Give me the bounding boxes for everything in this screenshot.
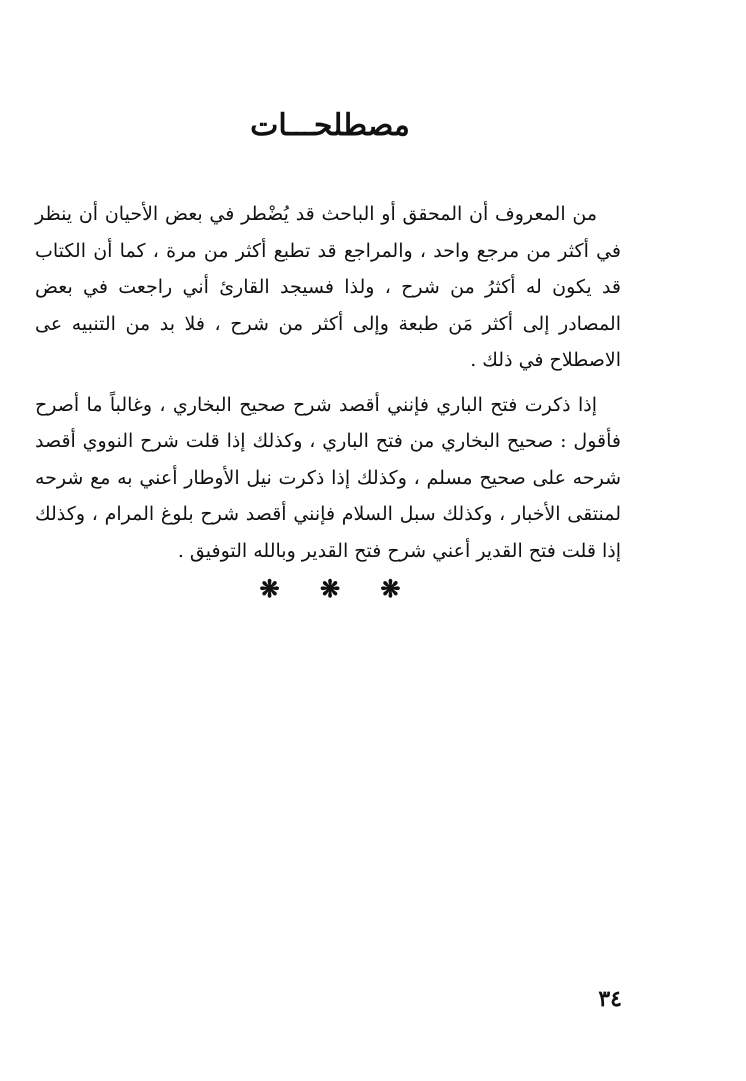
page-title: مصطلحـــات [250, 108, 410, 143]
paragraph-2: إذا ذكرت فتح الباري فإنني أقصد شرح صحيح البخاري ، وغالباً ما أصرح فأقول : صحيح البخاري من فتح الباري ، وكذلك إذا قلت شرح النووي أقصد شرحه على صحيح مسلم ، وكذلك إذا ذكرت نيل الأوطار أعني به مع شرحه لمنتقى الأخبار ، وكذلك سبل السلام فإنني أقصد شرح بلوغ المرام ، وكذلك إذا قلت فتح القدير أعني شرح فتح القدير وبالله التوفيق . [35, 393, 621, 562]
section-separator [0, 574, 660, 604]
page-number: ٣٤ [598, 986, 622, 1012]
asterisk-ornament-icon: ❋ [319, 574, 341, 603]
paragraph-1: من المعروف أن المحقق أو الباحث قد يُضْطر في بعض الأحيان أن ينظر في أكثر من مرجع واحد ، والمراجع قد تطبع أكثر من مرة ، كما أن الكتاب قد يكون له أكثرُ من شرح ، ولذا فسيجد القارئ أني راجعت في بعض المصادر إلى أكثر مَن طبعة وإلى أكثر من شرح ، فلا بد من التنبيه عى الاصطلاح في ذلك . [35, 203, 621, 371]
body-text [35, 196, 621, 569]
asterisk-ornament-icon: ❋ [380, 574, 401, 603]
asterisk-ornament-icon: ❋ [259, 574, 280, 603]
